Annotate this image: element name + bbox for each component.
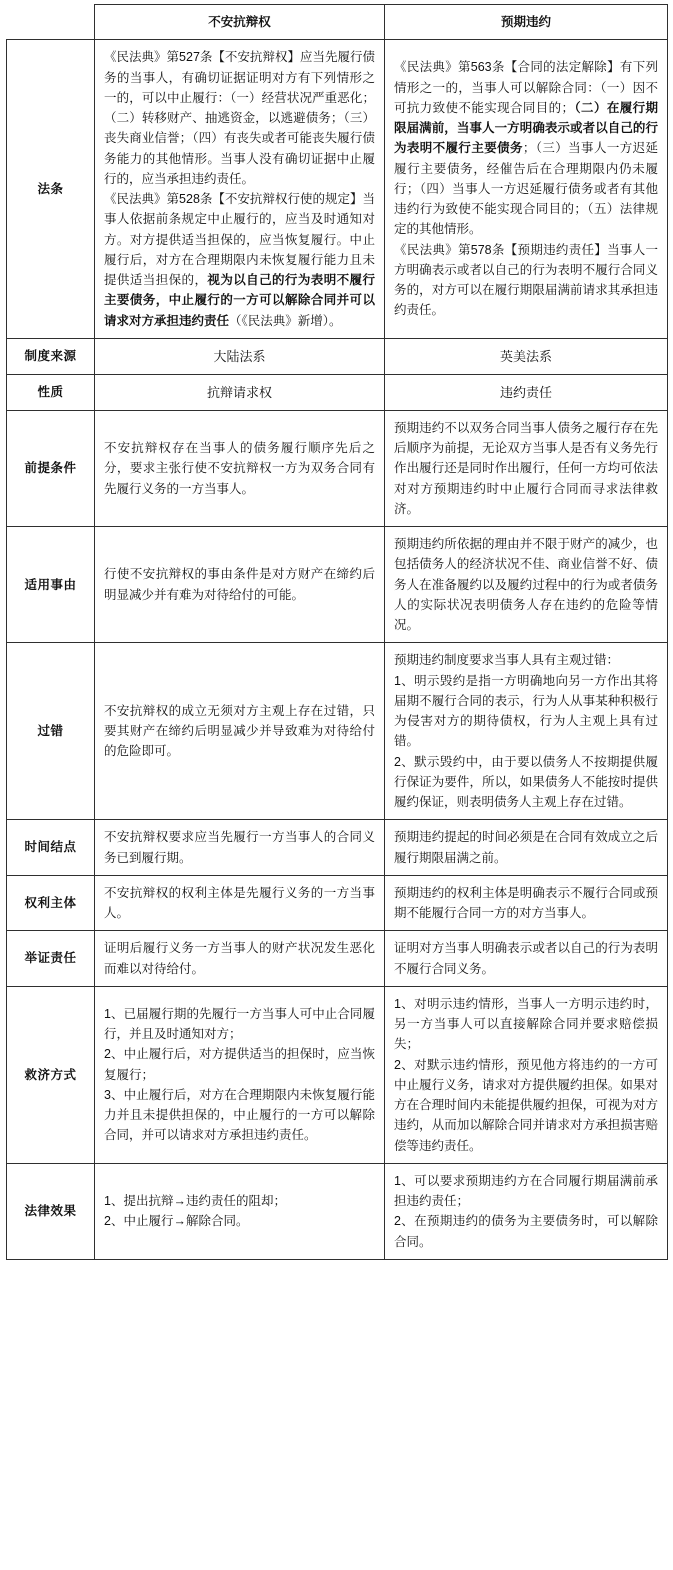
- paragraph: [104, 1191, 375, 1211]
- text-run: 1、提出抗辩→违约责任的阻却；: [104, 1194, 286, 1209]
- paragraph: [394, 1055, 658, 1156]
- text-run: 抗辩请求权: [206, 384, 272, 400]
- paragraph: [394, 827, 658, 868]
- text-run: 预期违约所依据的理由并不限于财产的减少，也包括债务人的经济状况不佳、商业信誉不好、债务人在准备履约以及履约过程中的行为或者债务人的实际状况表明债务人存在违约的危险等情况。: [394, 537, 658, 633]
- table-body: [7, 40, 668, 1260]
- paragraph: [104, 827, 375, 868]
- cell-buan-kangbianquan: [95, 931, 385, 987]
- text-run: 不安抗辩权存在当事人的债务履行顺序先后之分，要求主张行使不安抗辩权一方为双务合同有先履行义务的一方当事人。: [104, 441, 375, 496]
- cell-yuqi-weiyue: [385, 410, 668, 526]
- cell-buan-kangbianquan: [95, 986, 385, 1163]
- paragraph: [104, 1085, 375, 1146]
- row-label: 权利主体: [7, 875, 95, 931]
- cell-buan-kangbianquan: [95, 40, 385, 339]
- cell-buan-kangbianquan: [95, 875, 385, 931]
- paragraph: [394, 938, 658, 979]
- text-run: 英美法系: [499, 348, 552, 364]
- cell-yuqi-weiyue: [385, 338, 668, 374]
- text-run: 《民法典》第528条【不安抗辩权行使的规定】当事人依据前条规定中止履行的，应当及时通知对方。对方提供适当担保的，应当恢复履行。中止履行后，对方在合理期限内未恢复履行能力且未提供适当担保的，: [104, 192, 375, 287]
- table-head: [7, 5, 668, 40]
- emphasized-text: ，中止履行的一方可以解除合同并可以请求对方承担违约责任: [104, 293, 375, 328]
- row-label: 性质: [7, 374, 95, 410]
- row-label: 前提条件: [7, 410, 95, 526]
- table-row: [7, 820, 668, 876]
- paragraph: [394, 240, 658, 321]
- text-run: 证明对方当事人明确表示或者以自己的行为表明不履行合同义务。: [394, 941, 658, 976]
- cell-buan-kangbianquan: [95, 338, 385, 374]
- cell-yuqi-weiyue: [385, 931, 668, 987]
- text-run: 大陆法系: [213, 348, 266, 364]
- table-header-row: [7, 5, 668, 40]
- paragraph: [104, 382, 375, 403]
- paragraph: [104, 438, 375, 499]
- text-run: 预期违约制度要求当事人具有主观过错：: [394, 653, 620, 668]
- column-header-left: 不安抗辩权: [95, 5, 385, 40]
- text-run: 2、默示毁约中，由于要以债务人不按期提供履行保证为要件，所以，如果债务人不能按时提供履约保证，则表明债务人主观上存在过错。: [394, 754, 658, 810]
- row-label: 时间结点: [7, 820, 95, 876]
- text-run: （《民法典》新增）。: [229, 313, 342, 328]
- table-row: [7, 875, 668, 931]
- paragraph: [394, 346, 658, 367]
- paragraph: [104, 564, 375, 605]
- paragraph: [394, 752, 658, 813]
- paragraph: [394, 1171, 658, 1212]
- cell-buan-kangbianquan: [95, 1163, 385, 1259]
- text-run: 1、已届履行期的先履行一方当事人可中止合同履行，并且及时通知对方；: [104, 1006, 375, 1042]
- paragraph: [394, 418, 658, 519]
- text-run: 1、明示毁约是指一方明确地向另一方作出其将届期不履行合同的表示，行为人从事某种积极行为侵害对方的期待债权，行为人主观上具有过错。: [394, 673, 658, 749]
- text-run: 2、对默示违约情形，预见他方将违约的一方可中止履行义务，请求对方提供履约担保。如果对方在合理时间内未能提供履约担保，可视为对方违约，从而加以解除合同并请求对方承担损害赔偿等违约责任。: [394, 1057, 658, 1153]
- text-run: 《民法典》第578条【预期违约责任】当事人一方明确表示或者以自己的行为表明不履行合同义务的，对方可以在履行期限届满前请求其承担违约责任。: [394, 242, 658, 318]
- paragraph: [394, 883, 658, 924]
- cell-buan-kangbianquan: [95, 527, 385, 643]
- paragraph: [104, 189, 375, 331]
- table-row: [7, 374, 668, 410]
- emphasized-text: 视为以自己的行为表明不履行主要债务: [104, 273, 375, 308]
- table-row: [7, 40, 668, 339]
- cell-buan-kangbianquan: [95, 374, 385, 410]
- text-run: 预期违约的权利主体是明确表示不履行合同或预期不能履行合同一方的对方当事人。: [394, 885, 658, 921]
- text-run: 1、对明示违约情形，当事人一方明示违约时，另一方当事人可以直接解除合同并要求赔偿损失；: [394, 996, 658, 1052]
- text-run: 预期违约不以双务合同当事人债务之履行存在先后顺序为前提，无论双方当事人是否有义务先行作出履行还是同时作出履行，任何一方均可依法对对方预期违约时中止履行合同而寻求法律救济。: [394, 420, 658, 516]
- emphasized-text: （二）在履行期限届满前，当事人一方明确表示或者以自己的行为表明不履行主要债务: [394, 100, 658, 156]
- paragraph: [104, 1044, 375, 1085]
- paragraph: [104, 47, 375, 189]
- row-label: 制度来源: [7, 338, 95, 374]
- text-run: 预期违约提起的时间必须是在合同有效成立之后履行期限届满之前。: [394, 830, 658, 865]
- text-run: 2、中止履行后，对方提供适当的担保时，应当恢复履行；: [104, 1047, 375, 1082]
- comparison-table: [6, 4, 668, 1260]
- paragraph: [104, 701, 375, 762]
- cell-yuqi-weiyue: [385, 1163, 668, 1259]
- row-label: 救济方式: [7, 986, 95, 1163]
- text-run: 《民法典》第563条【合同的法定解除】有下列情形之一的，当事人可以解除合同：（一）因不可抗力致使不能实现合同目的；: [394, 60, 658, 115]
- cell-yuqi-weiyue: [385, 40, 668, 339]
- paragraph: [104, 1004, 375, 1045]
- paragraph: [104, 346, 375, 367]
- table-row: [7, 931, 668, 987]
- paragraph: [394, 650, 658, 670]
- paragraph: [394, 671, 658, 752]
- cell-yuqi-weiyue: [385, 527, 668, 643]
- text-run: 证明后履行义务一方当事人的财产状况发生恶化而难以对待给付。: [104, 941, 375, 976]
- table-corner-cell: [7, 5, 95, 40]
- column-header-right: 预期违约: [385, 5, 668, 40]
- table-row: [7, 643, 668, 820]
- paragraph: [394, 534, 658, 635]
- text-run: 1、可以要求预期违约方在合同履行期届满前承担违约责任；: [394, 1173, 658, 1209]
- cell-buan-kangbianquan: [95, 820, 385, 876]
- text-run: 2、在预期违约的债务为主要债务时，可以解除合同。: [394, 1214, 658, 1249]
- paragraph: [104, 1211, 375, 1231]
- row-label: 适用事由: [7, 527, 95, 643]
- paragraph: [104, 883, 375, 924]
- row-label: 过错: [7, 643, 95, 820]
- paragraph: [394, 382, 658, 403]
- text-run: ；（三）当事人一方迟延履行主要债务，经催告后在合理期限内仍未履行；（四）当事人一方迟延履行债务或者有其他违约行为致使不能实现合同目的；（五）法律规定的其他情形。: [394, 141, 658, 237]
- text-run: 3、中止履行后，对方在合理期限内未恢复履行能力并且未提供担保的，中止履行的一方可以解除合同，并可以请求对方承担违约责任。: [104, 1087, 375, 1143]
- cell-buan-kangbianquan: [95, 643, 385, 820]
- text-run: 行使不安抗辩权的事由条件是对方财产在缔约后明显减少并有难为对待给付的可能。: [104, 567, 375, 602]
- cell-yuqi-weiyue: [385, 820, 668, 876]
- text-run: 2、中止履行→解除合同。: [104, 1214, 249, 1229]
- cell-buan-kangbianquan: [95, 410, 385, 526]
- text-run: 不安抗辩权要求应当先履行一方当事人的合同义务已到履行期。: [104, 830, 375, 865]
- table-row: [7, 986, 668, 1163]
- cell-yuqi-weiyue: [385, 374, 668, 410]
- text-run: 违约责任: [499, 384, 552, 400]
- cell-yuqi-weiyue: [385, 875, 668, 931]
- paragraph: [394, 1211, 658, 1252]
- text-run: 《民法典》第527条【不安抗辩权】应当先履行债务的当事人，有确切证据证明对方有下列情形之一的，可以中止履行：（一）经营状况严重恶化；（二）转移财产、抽逃资金，以逃避债务；（三）丧失商业信誉；（四）有丧失或者可能丧失履行债务能力的其他情形。当事人没有确切证据中止履行的，应当承担违约责任。: [104, 50, 375, 186]
- table-row: [7, 338, 668, 374]
- paragraph: [394, 57, 658, 239]
- cell-yuqi-weiyue: [385, 643, 668, 820]
- text-run: 不安抗辩权的成立无须对方主观上存在过错，只要其财产在缔约后明显减少并导致难为对待给付的危险即可。: [104, 703, 375, 759]
- row-label: 法律效果: [7, 1163, 95, 1259]
- row-label: 举证责任: [7, 931, 95, 987]
- cell-yuqi-weiyue: [385, 986, 668, 1163]
- paragraph: [394, 994, 658, 1055]
- table-row: [7, 410, 668, 526]
- table-row: [7, 1163, 668, 1259]
- row-label: 法条: [7, 40, 95, 339]
- text-run: 不安抗辩权的权利主体是先履行义务的一方当事人。: [104, 885, 375, 921]
- paragraph: [104, 938, 375, 979]
- table-row: [7, 527, 668, 643]
